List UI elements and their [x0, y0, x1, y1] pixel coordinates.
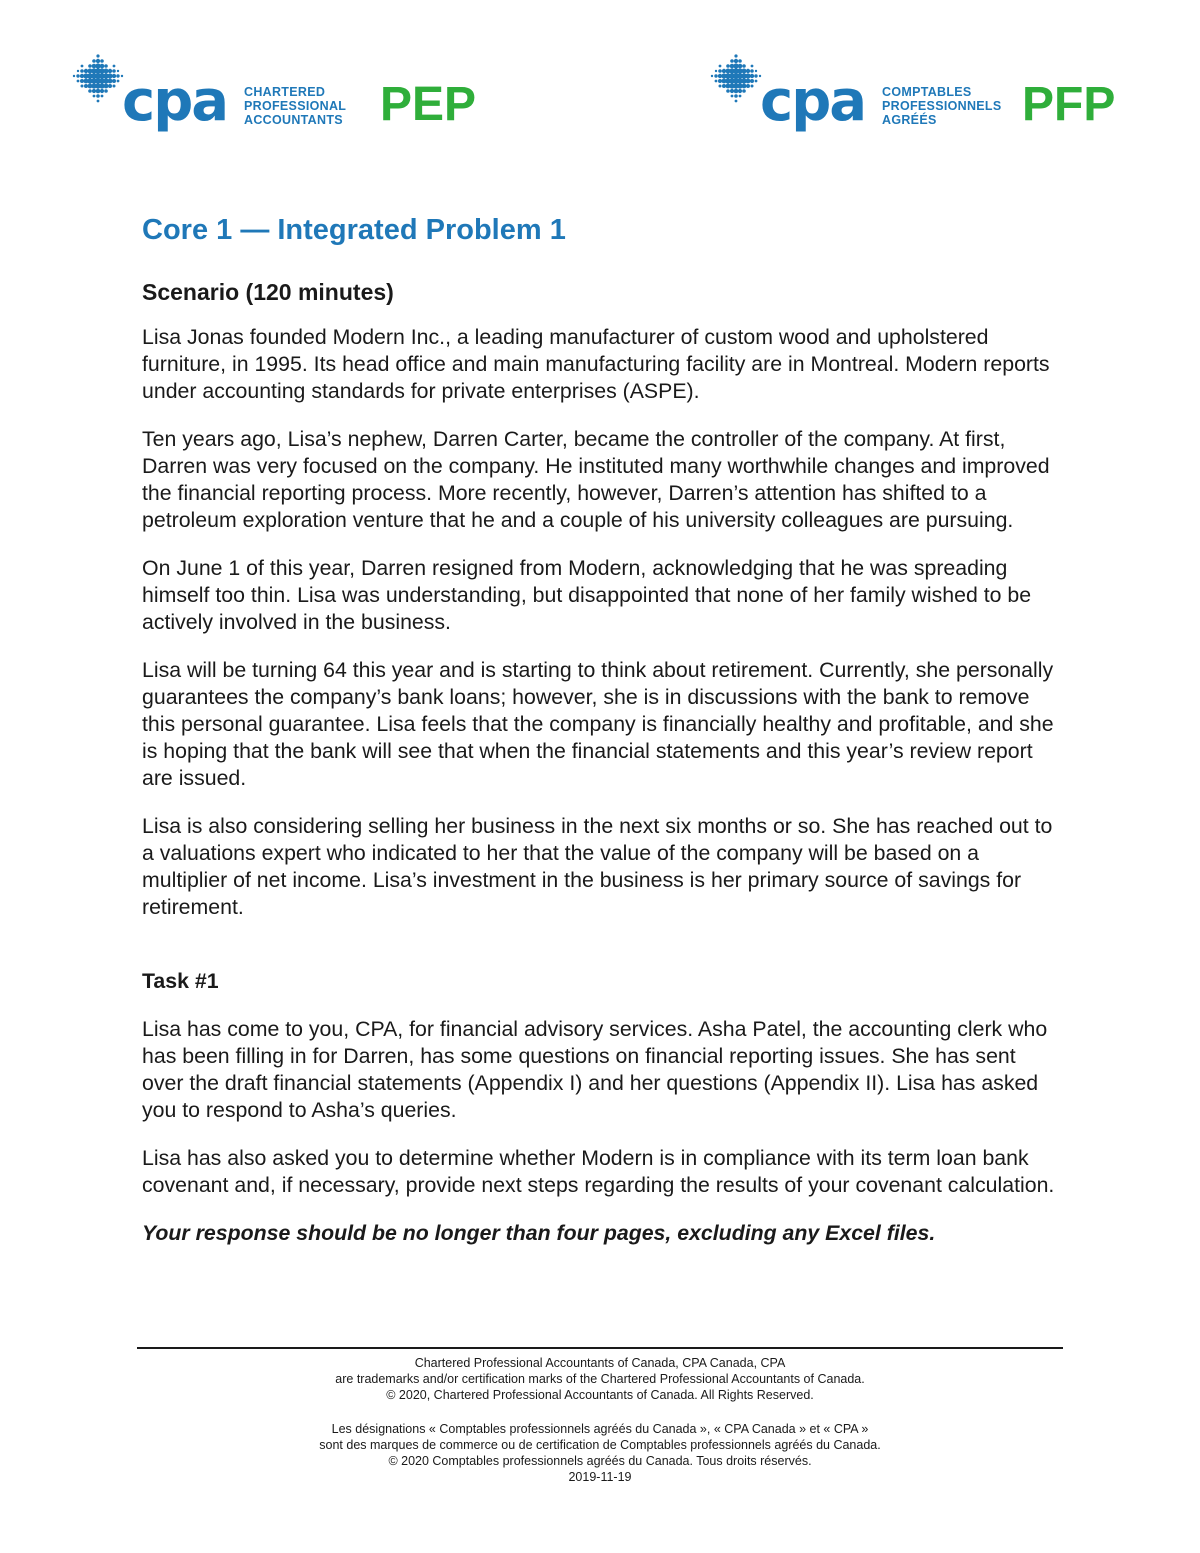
scenario-paragraph: Lisa will be turning 64 this year and is starting to think about retirement. Currently, she personally guarantees the company’s bank loans; however, she is in discussions with the bank to remove this personal guarantee. Lisa feels that the company is financially healthy and profitable, and she is hoping that the bank will see that when the financial statements and this year’s review report are issued.	[142, 658, 1054, 790]
page-header	[0, 0, 1200, 150]
footer-spacer	[0, 1403, 1200, 1421]
subtitle-line: PROFESSIONNELS	[882, 99, 1002, 113]
cpa-wordmark: cpa	[122, 69, 228, 134]
scenario-heading: Scenario (120 minutes)	[142, 279, 394, 305]
cpa-wordmark: cpa	[760, 69, 866, 134]
page-title: Core 1 — Integrated Problem 1	[142, 214, 566, 246]
footer-divider	[137, 1347, 1063, 1349]
subtitle-line: CHARTERED	[244, 85, 326, 99]
cpa-subtitle-french	[882, 85, 1002, 127]
program-label-pfp: PFP	[1022, 78, 1116, 131]
scenario-paragraph: On June 1 of this year, Darren resigned from Modern, acknowledging that he was spreading himself too thin. Lisa was understanding, but disappointed that none of her family wished to be actively involved in the business.	[142, 556, 1032, 634]
page-footer	[0, 1355, 1200, 1485]
document-body	[142, 210, 1062, 1247]
scenario-paragraph: Lisa is also considering selling her business in the next six months or so. She has reached out to a valuations expert who indicated to her that the value of the company will be based on a multiplier of net income. Lisa’s investment in the business is her primary source of savings for retirement.	[142, 814, 1053, 919]
cpa-pep-logo	[72, 52, 492, 142]
footer-line: Chartered Professional Accountants of Canada, CPA Canada, CPA	[414, 1356, 786, 1370]
footer-line: sont des marques de commerce ou de certification de Comptables professionnels agréés du Canada.	[319, 1438, 881, 1452]
task-paragraph: Lisa has come to you, CPA, for financial advisory services. Asha Patel, the accounting clerk who has been filling in for Darren, has some questions on financial reporting issues. She has sent over the draft financial statements (Appendix I) and her questions (Appendix II). Lisa has asked you to respond to Asha’s queries.	[142, 1017, 1048, 1122]
response-length-note: Your response should be no longer than four pages, excluding any Excel files.	[142, 1221, 936, 1245]
scenario-paragraph: Lisa Jonas founded Modern Inc., a leading manufacturer of custom wood and upholstered furniture, in 1995. Its head office and main manufacturing facility are in Montreal. Modern reports under accounting standards for private enterprises (ASPE).	[142, 325, 1050, 403]
footer-line: are trademarks and/or certification marks of the Chartered Professional Accountants of Canada.	[335, 1372, 865, 1386]
subtitle-line: ACCOUNTANTS	[244, 113, 343, 127]
subtitle-line: AGRÉÉS	[882, 113, 937, 127]
task-paragraph: Lisa has also asked you to determine whether Modern is in compliance with its term loan bank covenant and, if necessary, provide next steps regarding the results of your covenant calculation.	[142, 1146, 1055, 1197]
footer-date: 2019-11-19	[568, 1470, 632, 1484]
footer-line: Les désignations « Comptables professionnels agréés du Canada », « CPA Canada » et « CPA »	[331, 1422, 869, 1436]
footer-line: © 2020 Comptables professionnels agréés du Canada. Tous droits réservés.	[388, 1454, 812, 1468]
subtitle-line: COMPTABLES	[882, 85, 972, 99]
program-label-pep: PEP	[380, 78, 477, 131]
task-heading: Task #1	[142, 969, 219, 993]
scenario-paragraph: Ten years ago, Lisa’s nephew, Darren Carter, became the controller of the company. At first, Darren was very focused on the company. He instituted many worthwhile changes and improved the financial reporting process. More recently, however, Darren’s attention has shifted to a petroleum exploration venture that he and a couple of his university colleagues are pursuing.	[142, 427, 1050, 532]
cpa-subtitle-english	[244, 85, 346, 127]
cpa-pfp-logo	[710, 52, 1130, 142]
subtitle-line: PROFESSIONAL	[244, 99, 347, 113]
footer-line: © 2020, Chartered Professional Accountants of Canada. All Rights Reserved.	[386, 1388, 814, 1402]
